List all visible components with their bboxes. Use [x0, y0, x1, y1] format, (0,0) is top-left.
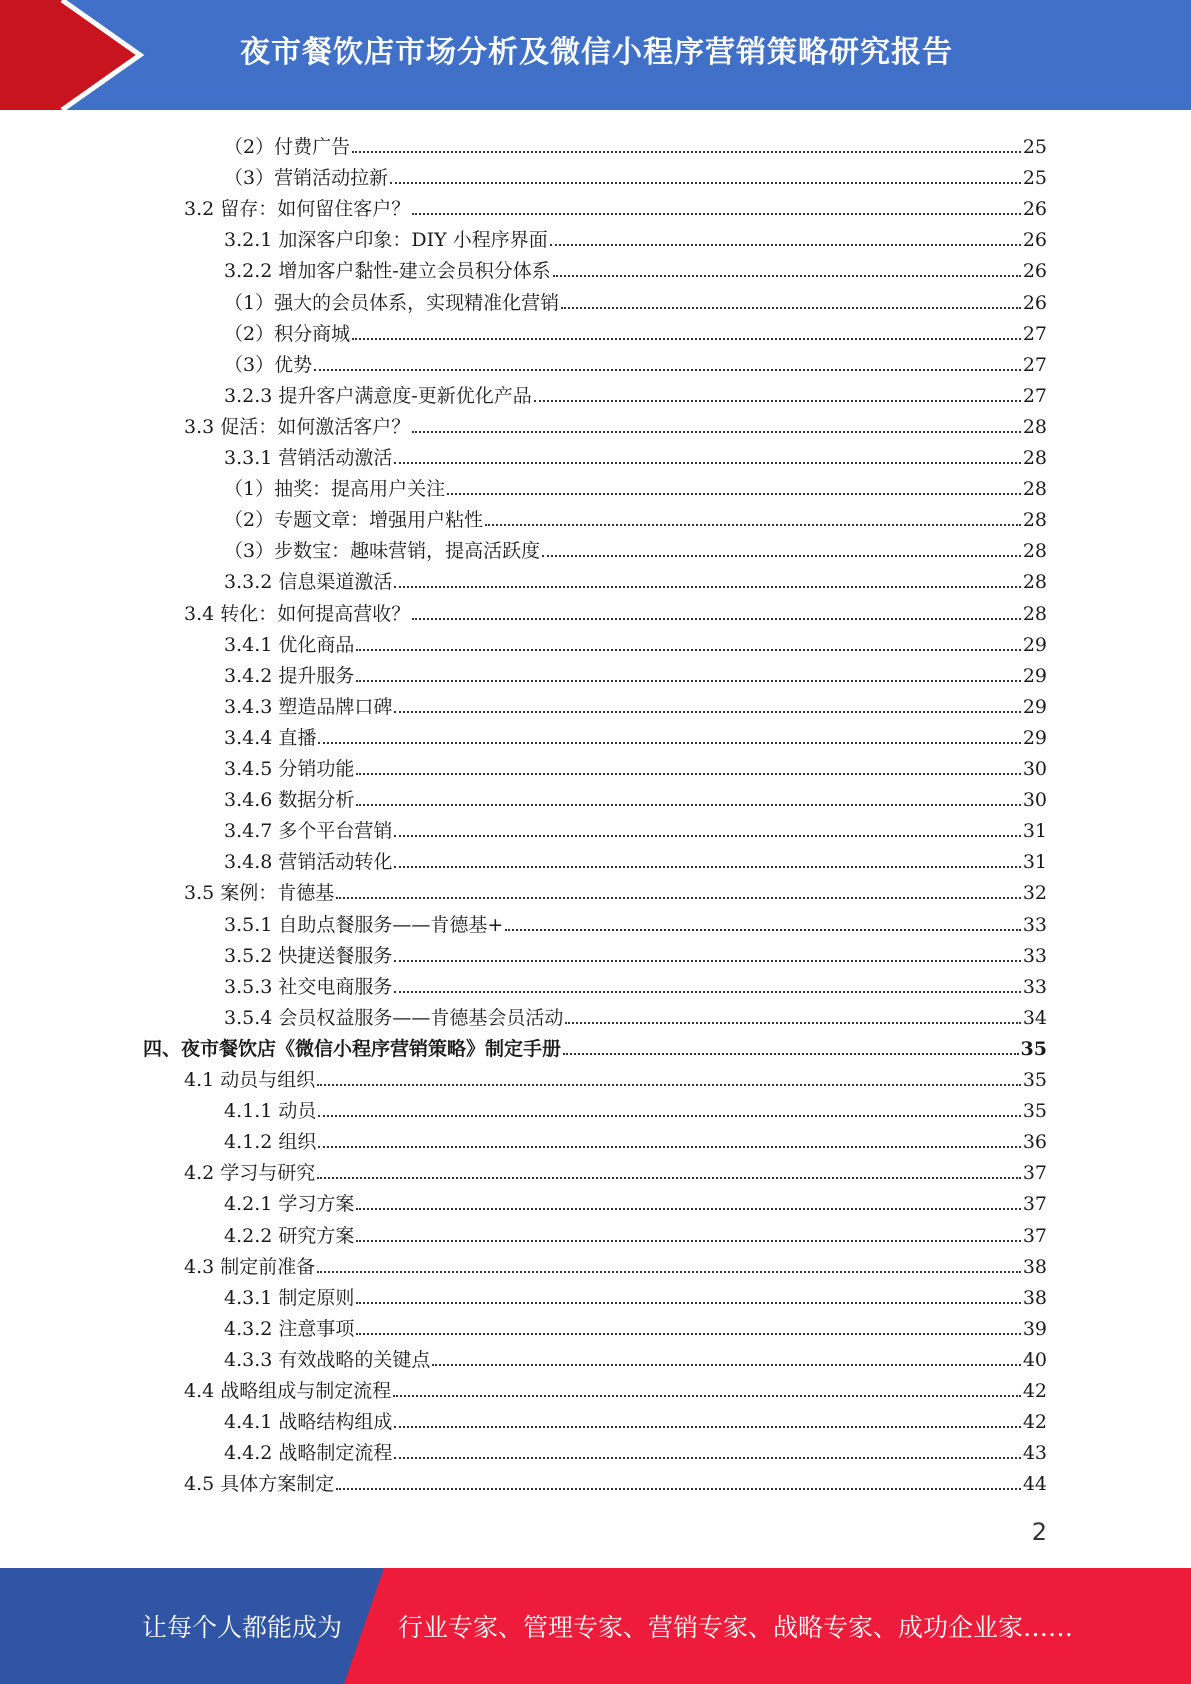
toc-dot-leader: [356, 680, 1020, 682]
toc-dot-leader: [394, 586, 1020, 588]
toc-entry[interactable]: [224, 781, 1047, 812]
toc-entry[interactable]: [224, 284, 1047, 315]
toc-entry-page: 26: [1022, 229, 1047, 252]
toc-entry[interactable]: [184, 595, 1047, 626]
toc-dot-leader: [356, 1208, 1020, 1210]
toc-entry-title: 4.4.2 战略制定流程: [224, 1442, 393, 1465]
toc-dot-leader: [317, 1177, 1021, 1179]
toc-entry-page: 33: [1022, 944, 1047, 967]
toc-entry-page: 27: [1022, 384, 1047, 407]
toc-dot-leader: [412, 213, 1021, 215]
toc-entry[interactable]: [184, 190, 1047, 221]
toc-entry[interactable]: [224, 470, 1047, 501]
toc-entry-page: 44: [1022, 1473, 1047, 1496]
toc-entry[interactable]: [224, 843, 1047, 874]
toc-dot-leader: [394, 711, 1020, 713]
toc-entry-page: 35: [1020, 1037, 1047, 1060]
toc-entry[interactable]: [224, 812, 1047, 843]
page-footer: [0, 1568, 1191, 1684]
toc-dot-leader: [356, 1333, 1020, 1335]
toc-entry[interactable]: [184, 1372, 1047, 1403]
toc-entry[interactable]: [224, 937, 1047, 968]
toc-entry[interactable]: [224, 1123, 1047, 1154]
toc-dot-leader: [394, 835, 1020, 837]
toc-entry-page: 30: [1022, 758, 1047, 780]
toc-entry-title: （3）步数宝：趣味营销，提高活跃度: [224, 540, 541, 563]
toc-dot-leader: [505, 929, 1021, 931]
toc-entry-title: （3）营销活动拉新: [224, 167, 389, 190]
toc-dot-leader: [356, 649, 1020, 651]
toc-entry-title: 3.5.3 社交电商服务: [224, 975, 393, 998]
toc-dot-leader: [356, 1302, 1020, 1304]
toc-entry-page: 27: [1022, 353, 1047, 376]
toc-entry[interactable]: [224, 252, 1047, 283]
toc-entry-title: 4.3.2 注意事项: [224, 1317, 355, 1340]
toc-entry-page: 26: [1022, 291, 1047, 314]
toc-dot-leader: [317, 1084, 1021, 1086]
toc-entry-page: 40: [1022, 1348, 1047, 1371]
toc-entry-page: 28: [1022, 478, 1047, 501]
toc-dot-leader: [314, 369, 1021, 371]
toc-entry-page: 29: [1022, 633, 1047, 656]
toc-entry-title: 3.2 留存：如何留住客户？: [184, 198, 411, 221]
toc-dot-leader: [563, 1053, 1019, 1055]
toc-entry-page: 28: [1022, 509, 1047, 532]
toc-entry[interactable]: [224, 563, 1047, 594]
footer-slogan-right: 行业专家、管理专家、营销专家、战略专家、成功企业家……: [398, 1613, 1074, 1642]
toc-entry[interactable]: [184, 1154, 1047, 1185]
toc-dot-leader: [550, 244, 1021, 246]
toc-entry-title: 4.3.1 制定原则: [224, 1286, 355, 1309]
toc-entry-page: 42: [1022, 1411, 1047, 1434]
toc-entry-page: 28: [1022, 571, 1047, 594]
toc-dot-leader: [394, 1426, 1020, 1428]
toc-entry[interactable]: [224, 1341, 1047, 1372]
toc-dot-leader: [447, 493, 1021, 495]
toc-dot-leader: [534, 400, 1021, 402]
toc-entry[interactable]: [224, 221, 1047, 252]
toc-entry-page: 32: [1022, 882, 1047, 905]
toc-entry[interactable]: [224, 999, 1047, 1030]
document-title: 夜市餐饮店市场分析及微信小程序营销策略研究报告: [240, 35, 953, 70]
toc-entry-title: 3.3 促活：如何激活客户？: [184, 415, 411, 438]
toc-dot-leader: [317, 1271, 1021, 1273]
toc-dot-leader: [318, 1115, 1020, 1117]
toc-entry-title: 3.4.8 营销活动转化: [224, 851, 393, 874]
toc-entry[interactable]: [224, 501, 1047, 532]
toc-entry-title: 3.4.3 塑造品牌口碑: [224, 695, 393, 718]
toc-entry-title: 3.3.2 信息渠道激活: [224, 571, 393, 594]
toc-entry[interactable]: [184, 1248, 1047, 1279]
toc-entry-title: 3.5 案例：肯德基: [184, 882, 335, 905]
toc-dot-leader: [394, 866, 1020, 868]
toc-entry-page: 37: [1022, 1162, 1047, 1185]
toc-entry-title: （2）付费广告: [224, 136, 351, 158]
toc-entry-page: 39: [1022, 1317, 1047, 1340]
toc-entry-title: 3.4.5 分销功能: [224, 758, 355, 780]
toc-entry[interactable]: [224, 1092, 1047, 1123]
toc-dot-leader: [318, 1146, 1020, 1148]
toc-entry-title: 3.3.1 营销活动激活: [224, 447, 393, 469]
toc-dot-leader: [394, 462, 1020, 464]
toc-entry-page: 35: [1022, 1100, 1047, 1123]
toc-entry-title: （1）强大的会员体系，实现精准化营销: [224, 291, 560, 314]
toc-entry[interactable]: [224, 377, 1047, 408]
toc-entry-page: 31: [1022, 851, 1047, 874]
toc-entry-title: 四、夜市餐饮店《微信小程序营销策略》制定手册: [143, 1037, 562, 1060]
toc-dot-leader: [352, 151, 1021, 153]
toc-entry-title: 3.4.2 提升服务: [224, 664, 355, 687]
toc-entry[interactable]: [224, 719, 1047, 750]
toc-entry[interactable]: [224, 159, 1047, 190]
toc-entry[interactable]: [224, 315, 1047, 346]
toc-dot-leader: [356, 1240, 1020, 1242]
toc-entry-page: 37: [1022, 1193, 1047, 1216]
page-number: 2: [1031, 1518, 1047, 1546]
toc-dot-leader: [394, 1457, 1020, 1459]
toc-dot-leader: [356, 804, 1020, 806]
toc-entry[interactable]: [224, 1185, 1047, 1216]
toc-entry-title: 3.2.3 提升客户满意度-更新优化产品: [224, 384, 532, 407]
toc-entry[interactable]: [224, 1434, 1047, 1465]
toc-entry-title: 3.5.4 会员权益服务——肯德基会员活动: [224, 1006, 564, 1029]
toc-entry-title: 3.4.7 多个平台营销: [224, 820, 393, 843]
toc-entry[interactable]: [224, 1279, 1047, 1310]
toc-entry-page: 28: [1022, 540, 1047, 563]
toc-entry[interactable]: [224, 688, 1047, 719]
toc-dot-leader: [393, 1395, 1021, 1397]
toc-entry-page: 33: [1022, 975, 1047, 998]
toc-entry-page: 25: [1022, 136, 1047, 158]
toc-entry-page: 35: [1022, 1069, 1047, 1091]
toc-entry-title: 4.1.2 组织: [224, 1131, 317, 1154]
toc-entry-page: 26: [1022, 198, 1047, 221]
toc-entry-title: （1）抽奖：提高用户关注: [224, 478, 446, 501]
toc-entry-page: 31: [1022, 820, 1047, 843]
toc-entry[interactable]: [224, 1403, 1047, 1434]
toc-entry-page: 33: [1022, 913, 1047, 936]
toc-dot-leader: [394, 991, 1020, 993]
toc-entry-title: 3.5.1 自助点餐服务——肯德基+: [224, 913, 504, 936]
toc-entry-title: 4.2 学习与研究: [184, 1162, 316, 1185]
toc-entry[interactable]: [224, 1217, 1047, 1248]
toc-entry[interactable]: [224, 906, 1047, 937]
toc-dot-leader: [542, 555, 1021, 557]
toc-entry-page: 36: [1022, 1131, 1047, 1154]
toc-entry-title: 3.5.2 快捷送餐服务: [224, 944, 393, 967]
toc-entry-page: 28: [1022, 602, 1047, 625]
toc-entry-page: 29: [1022, 726, 1047, 749]
toc-entry-page: 43: [1022, 1442, 1047, 1465]
toc-dot-leader: [394, 960, 1020, 962]
toc-dot-leader: [565, 1022, 1020, 1024]
toc-entry[interactable]: [224, 128, 1047, 159]
toc-entry[interactable]: [224, 626, 1047, 657]
toc-dot-leader: [336, 897, 1021, 899]
toc-entry-page: 30: [1022, 789, 1047, 812]
toc-entry-title: 4.5 具体方案制定: [184, 1473, 335, 1496]
toc-entry[interactable]: [224, 532, 1047, 563]
toc-entry[interactable]: [224, 750, 1047, 781]
toc-entry[interactable]: [184, 408, 1047, 439]
toc-dot-leader: [352, 338, 1021, 340]
toc-dot-leader: [390, 182, 1021, 184]
toc-entry-title: 4.4.1 战略结构组成: [224, 1411, 393, 1434]
toc-entry-page: 42: [1022, 1380, 1047, 1402]
toc-entry-title: 4.3 制定前准备: [184, 1255, 316, 1278]
toc-entry-page: 38: [1022, 1286, 1047, 1309]
toc-entry-page: 34: [1022, 1006, 1047, 1029]
toc-dot-leader: [432, 1364, 1020, 1366]
toc-entry-title: 3.4 转化：如何提高营收？: [184, 602, 411, 625]
toc-entry-title: （2）专题文章：增强用户粘性: [224, 509, 484, 532]
toc-entry[interactable]: [143, 1030, 1047, 1061]
toc-entry-page: 37: [1022, 1224, 1047, 1247]
toc-entry-page: 29: [1022, 664, 1047, 687]
toc-entry-title: 3.4.1 优化商品: [224, 633, 355, 656]
toc-entry-title: 4.1 动员与组织: [184, 1069, 316, 1091]
toc-entry-page: 27: [1022, 322, 1047, 345]
toc-dot-leader: [412, 618, 1021, 620]
toc-entry-page: 28: [1022, 447, 1047, 469]
page-header: [0, 0, 1191, 110]
toc-entry-title: 3.4.4 直播: [224, 726, 317, 749]
toc-entry-page: 26: [1022, 260, 1047, 283]
toc-entry[interactable]: [184, 1061, 1047, 1092]
toc-entry-title: 4.2.1 学习方案: [224, 1193, 355, 1216]
toc-entry-page: 38: [1022, 1255, 1047, 1278]
toc-entry[interactable]: [224, 657, 1047, 688]
footer-slogan-left: 让每个人都能成为: [142, 1613, 343, 1642]
toc-entry[interactable]: [184, 1465, 1047, 1496]
toc-entry[interactable]: [224, 346, 1047, 377]
toc-dot-leader: [412, 431, 1021, 433]
toc-entry-title: 3.2.2 增加客户黏性-建立会员积分体系: [224, 260, 551, 283]
toc-dot-leader: [553, 275, 1021, 277]
toc-entry-page: 25: [1022, 167, 1047, 190]
toc-dot-leader: [318, 742, 1020, 744]
toc-entry-title: 3.4.6 数据分析: [224, 789, 355, 812]
toc-entry[interactable]: [224, 968, 1047, 999]
toc-entry[interactable]: [224, 1310, 1047, 1341]
toc-entry-title: 4.1.1 动员: [224, 1100, 317, 1123]
toc-dot-leader: [561, 307, 1021, 309]
toc-entry-title: 4.3.3 有效战略的关键点: [224, 1348, 431, 1371]
toc-entry-title: （2）积分商城: [224, 322, 351, 345]
toc-entry-title: （3）优势: [224, 353, 313, 376]
header-arrow-decoration: [0, 0, 160, 110]
toc-entry[interactable]: [224, 439, 1047, 470]
toc-dot-leader: [356, 773, 1020, 775]
toc-entry[interactable]: [184, 874, 1047, 905]
toc-entry-page: 29: [1022, 695, 1047, 718]
toc-entry-title: 3.2.1 加深客户印象：DIY 小程序界面: [224, 229, 548, 252]
toc-dot-leader: [485, 524, 1021, 526]
toc-entry-page: 28: [1022, 415, 1047, 438]
toc-dot-leader: [336, 1488, 1021, 1490]
toc-entry-title: 4.2.2 研究方案: [224, 1224, 355, 1247]
toc-entry-title: 4.4 战略组成与制定流程: [184, 1380, 392, 1402]
